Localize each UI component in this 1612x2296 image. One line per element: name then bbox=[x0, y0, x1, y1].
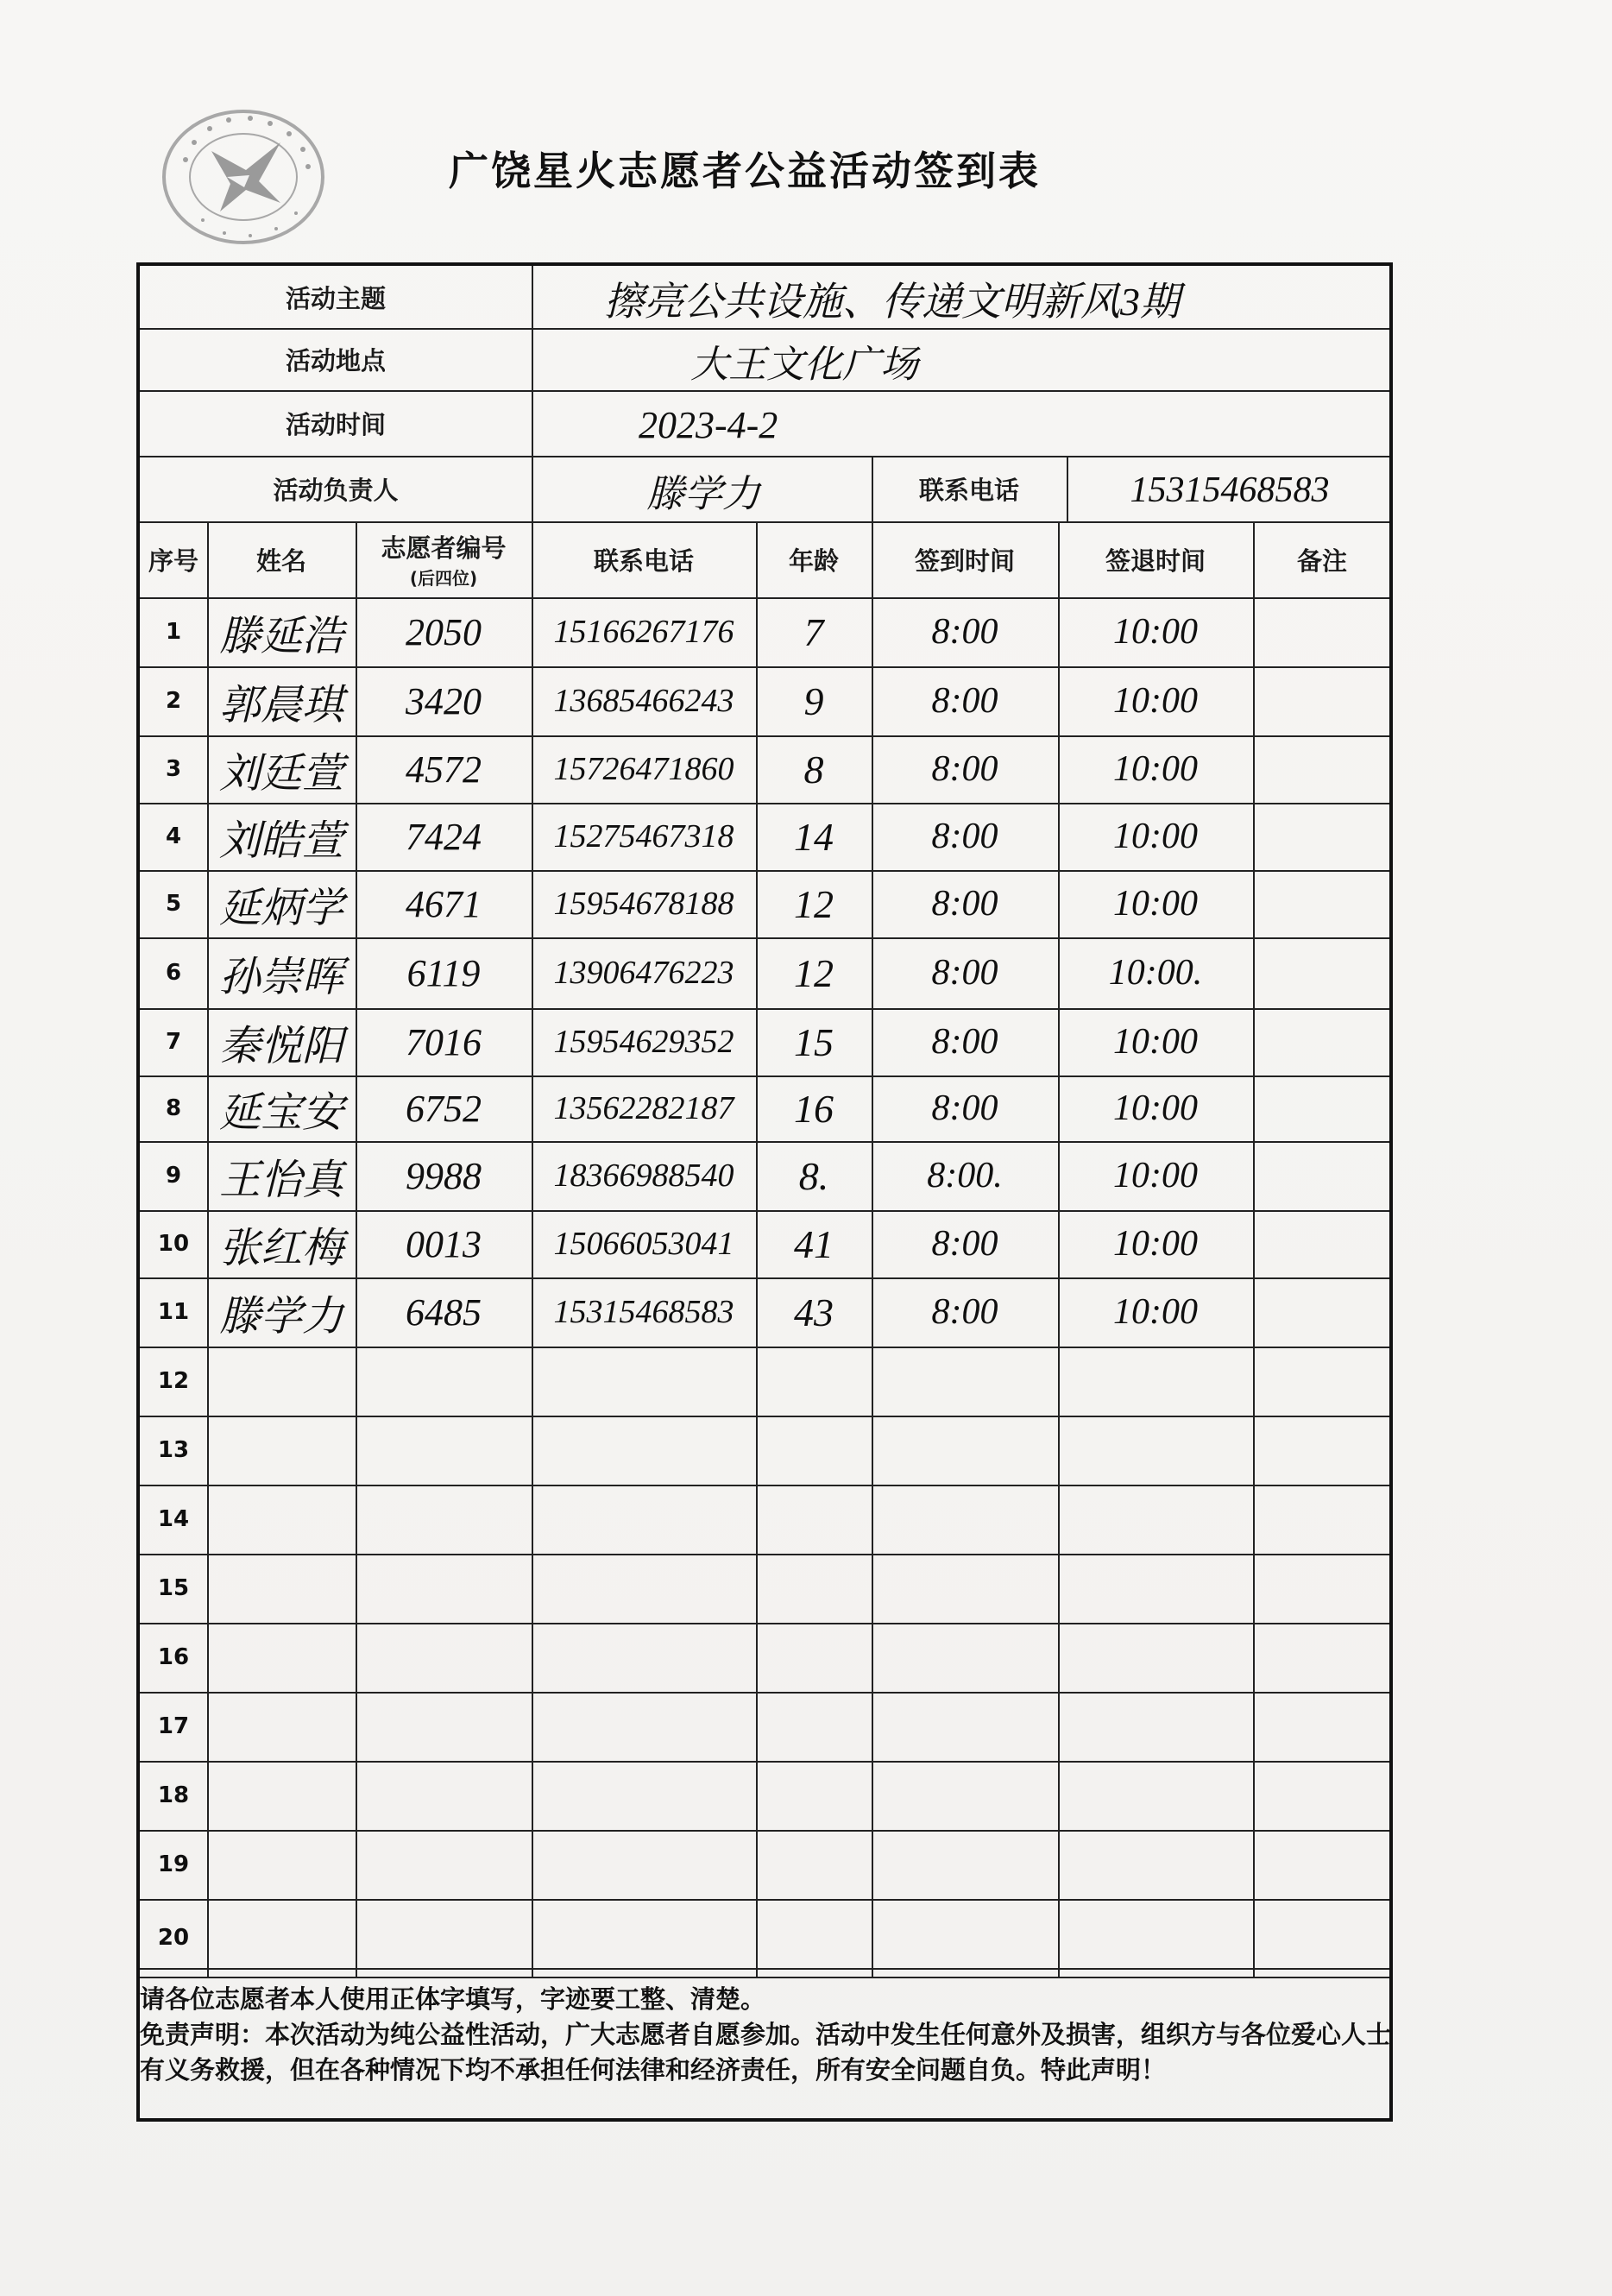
cell-id: 6485 bbox=[406, 1290, 482, 1334]
cell-phone: 13562282187 bbox=[553, 1090, 734, 1126]
cell-age bbox=[756, 1761, 872, 1830]
cell-phone: 15166267176 bbox=[553, 614, 734, 650]
cell-note bbox=[1253, 1554, 1389, 1623]
cell-in: 8:00 bbox=[931, 749, 998, 789]
cell-in: 8:00 bbox=[931, 1088, 998, 1128]
cell-phone: 15726471860 bbox=[553, 751, 734, 787]
leader-label: 活动负责人 bbox=[273, 475, 399, 505]
grid-vline bbox=[532, 266, 533, 521]
cell-phone: 15954678188 bbox=[553, 886, 734, 922]
cell-name bbox=[207, 1347, 356, 1416]
cell-out: 10:00 bbox=[1113, 1022, 1198, 1062]
cell-id: 6119 bbox=[406, 951, 481, 994]
cell-phone: 13685466243 bbox=[553, 683, 734, 719]
cell-no: 1 bbox=[165, 619, 182, 645]
cell-out: 10:00 bbox=[1113, 817, 1198, 856]
cell-age bbox=[756, 1830, 872, 1899]
cell-no: 7 bbox=[165, 1029, 182, 1055]
cell-out bbox=[1058, 1347, 1253, 1416]
header-checkin: 签到时间 bbox=[914, 546, 1015, 576]
writing-instruction: 请各位志愿者本人使用正体字填写，字迹要工整、清楚。 bbox=[140, 1984, 766, 2014]
cell-age: 8 bbox=[803, 747, 824, 792]
cell-no: 20 bbox=[157, 1925, 190, 1951]
leader-phone-value: 15315468583 bbox=[1130, 470, 1330, 510]
cell-phone: 18366988540 bbox=[553, 1157, 734, 1194]
cell-out: 10:00 bbox=[1113, 1224, 1198, 1264]
cell-note bbox=[1253, 597, 1389, 666]
page-title: 广饶星火志愿者公益活动签到表 bbox=[449, 148, 1041, 194]
cell-age bbox=[756, 1623, 872, 1692]
cell-out bbox=[1058, 1830, 1253, 1899]
cell-in bbox=[872, 1623, 1058, 1692]
cell-out: 10:00 bbox=[1113, 612, 1198, 652]
location-label: 活动地点 bbox=[285, 345, 386, 375]
cell-phone: 15315468583 bbox=[553, 1294, 734, 1330]
cell-name bbox=[207, 1485, 356, 1554]
cell-id bbox=[356, 1347, 532, 1416]
cell-no: 3 bbox=[165, 756, 182, 782]
cell-no: 9 bbox=[165, 1163, 182, 1189]
header-no: 序号 bbox=[148, 546, 198, 576]
cell-out: 10:00 bbox=[1113, 1292, 1198, 1332]
cell-id: 0013 bbox=[406, 1222, 482, 1265]
cell-no: 19 bbox=[157, 1851, 190, 1877]
cell-age bbox=[756, 1692, 872, 1761]
cell-no: 10 bbox=[157, 1231, 190, 1257]
cell-phone bbox=[532, 1692, 756, 1761]
cell-no: 11 bbox=[157, 1299, 190, 1325]
cell-note bbox=[1253, 1075, 1389, 1141]
cell-out: 10:00 bbox=[1113, 681, 1198, 721]
cell-in bbox=[872, 1830, 1058, 1899]
disclaimer: 免责声明：本次活动为纯公益性活动，广大志愿者自愿参加。活动中发生任何意外及损害，组织方与各位爱心人士有义务救援，但在各种情况下均不承担任何法律和经济责任，所有安全问题自负。特此声明！ bbox=[140, 2020, 1392, 2085]
cell-in: 8:00 bbox=[931, 1292, 998, 1332]
cell-in: 8:00 bbox=[931, 1022, 998, 1062]
cell-note bbox=[1253, 735, 1389, 803]
cell-name: 延炳学 bbox=[218, 885, 343, 931]
cell-no: 4 bbox=[165, 823, 182, 849]
cell-phone bbox=[532, 1623, 756, 1692]
cell-no: 17 bbox=[157, 1713, 190, 1739]
cell-out: 10:00. bbox=[1108, 953, 1203, 993]
cell-id bbox=[356, 1623, 532, 1692]
cell-name bbox=[207, 1761, 356, 1830]
cell-note bbox=[1253, 937, 1389, 1008]
cell-name bbox=[207, 1830, 356, 1899]
cell-note bbox=[1253, 1485, 1389, 1554]
cell-note bbox=[1253, 803, 1389, 870]
cell-out bbox=[1058, 1554, 1253, 1623]
cell-age: 7 bbox=[803, 609, 824, 654]
cell-no: 6 bbox=[165, 960, 182, 986]
cell-out: 10:00 bbox=[1113, 1088, 1198, 1128]
cell-name: 张红梅 bbox=[218, 1225, 343, 1271]
cell-id bbox=[356, 1692, 532, 1761]
cell-id bbox=[356, 1761, 532, 1830]
cell-name: 秦悦阳 bbox=[218, 1023, 343, 1069]
cell-phone bbox=[532, 1416, 756, 1485]
cell-no: 16 bbox=[157, 1644, 190, 1670]
cell-in: 8:00 bbox=[931, 1224, 998, 1264]
cell-phone bbox=[532, 1485, 756, 1554]
cell-id bbox=[356, 1899, 532, 1977]
cell-no: 18 bbox=[157, 1782, 190, 1808]
cell-phone bbox=[532, 1347, 756, 1416]
cell-name: 刘廷萱 bbox=[218, 750, 343, 797]
cell-name bbox=[207, 1416, 356, 1485]
cell-note bbox=[1253, 1899, 1389, 1977]
cell-phone bbox=[532, 1899, 756, 1977]
cell-note bbox=[1253, 1008, 1389, 1075]
cell-note bbox=[1253, 1623, 1389, 1692]
cell-id: 4572 bbox=[406, 747, 482, 791]
cell-no: 12 bbox=[157, 1368, 190, 1394]
cell-phone bbox=[532, 1761, 756, 1830]
cell-age bbox=[756, 1554, 872, 1623]
cell-age: 43 bbox=[794, 1290, 834, 1334]
cell-id: 9988 bbox=[406, 1154, 482, 1197]
cell-name: 王怡真 bbox=[218, 1157, 343, 1203]
header-age: 年龄 bbox=[788, 546, 839, 576]
cell-note bbox=[1253, 1416, 1389, 1485]
cell-in: 8:00 bbox=[931, 612, 998, 652]
cell-note bbox=[1253, 1692, 1389, 1761]
time-label: 活动时间 bbox=[285, 409, 386, 439]
cell-name: 滕学力 bbox=[218, 1293, 343, 1340]
cell-age: 14 bbox=[794, 814, 834, 859]
cell-age bbox=[756, 1416, 872, 1485]
header-volunteer-id-label: 志愿者编号 bbox=[381, 533, 507, 563]
cell-in: 8:00 bbox=[931, 681, 998, 721]
header-phone: 联系电话 bbox=[593, 546, 694, 576]
cell-phone: 15954629352 bbox=[553, 1024, 734, 1060]
cell-id: 7016 bbox=[406, 1020, 482, 1063]
cell-id bbox=[356, 1830, 532, 1899]
cell-no: 5 bbox=[165, 891, 182, 917]
cell-name bbox=[207, 1554, 356, 1623]
location-value: 大王文化广场 bbox=[690, 344, 918, 386]
cell-age: 16 bbox=[794, 1086, 834, 1131]
cell-name: 郭晨琪 bbox=[218, 682, 343, 729]
cell-note bbox=[1253, 1761, 1389, 1830]
theme-label: 活动主题 bbox=[285, 283, 386, 313]
cell-out bbox=[1058, 1485, 1253, 1554]
cell-name: 延宝安 bbox=[218, 1089, 343, 1136]
cell-in bbox=[872, 1347, 1058, 1416]
cell-note bbox=[1253, 1347, 1389, 1416]
cell-no: 15 bbox=[157, 1575, 190, 1601]
cell-in: 8:00. bbox=[927, 1156, 1003, 1195]
cell-out bbox=[1058, 1623, 1253, 1692]
cell-in bbox=[872, 1761, 1058, 1830]
cell-age: 15 bbox=[794, 1019, 834, 1064]
cell-age bbox=[756, 1899, 872, 1977]
cell-name bbox=[207, 1623, 356, 1692]
cell-no: 2 bbox=[165, 688, 182, 714]
cell-name: 滕延浩 bbox=[218, 613, 343, 659]
grid-vline bbox=[1067, 456, 1068, 521]
cell-no: 14 bbox=[157, 1506, 190, 1532]
cell-no: 13 bbox=[157, 1437, 190, 1463]
cell-phone bbox=[532, 1830, 756, 1899]
header-volunteer-id-sub: (后四位) bbox=[409, 568, 478, 589]
cell-out: 10:00 bbox=[1113, 749, 1198, 789]
cell-in bbox=[872, 1692, 1058, 1761]
cell-no: 8 bbox=[165, 1095, 182, 1121]
cell-out bbox=[1058, 1692, 1253, 1761]
cell-note bbox=[1253, 1210, 1389, 1277]
cell-out bbox=[1058, 1899, 1253, 1977]
cell-id bbox=[356, 1485, 532, 1554]
header-volunteer-id bbox=[356, 521, 532, 597]
header-note: 备注 bbox=[1296, 546, 1347, 576]
cell-phone: 15275467318 bbox=[553, 818, 734, 855]
cell-in bbox=[872, 1416, 1058, 1485]
cell-age: 41 bbox=[794, 1221, 834, 1266]
cell-id: 4671 bbox=[406, 882, 482, 925]
cell-age: 8. bbox=[798, 1153, 829, 1198]
cell-age: 12 bbox=[794, 881, 834, 926]
cell-id bbox=[356, 1554, 532, 1623]
cell-age: 12 bbox=[794, 950, 834, 995]
cell-id bbox=[356, 1416, 532, 1485]
star-emblem-seal-icon bbox=[160, 108, 328, 246]
cell-id: 7424 bbox=[406, 815, 482, 858]
cell-in bbox=[872, 1554, 1058, 1623]
cell-note bbox=[1253, 666, 1389, 735]
cell-name: 孙崇晖 bbox=[218, 954, 343, 1000]
theme-value: 擦亮公共设施、传递文明新风3期 bbox=[604, 280, 1180, 324]
cell-id: 2050 bbox=[406, 610, 482, 653]
cell-in bbox=[872, 1485, 1058, 1554]
cell-name: 刘皓萱 bbox=[218, 817, 343, 864]
cell-in: 8:00 bbox=[931, 884, 998, 924]
cell-id: 3420 bbox=[406, 679, 482, 722]
cell-age bbox=[756, 1347, 872, 1416]
cell-id: 6752 bbox=[406, 1087, 482, 1130]
cell-in: 8:00 bbox=[931, 817, 998, 856]
cell-in bbox=[872, 1899, 1058, 1977]
cell-note bbox=[1253, 1830, 1389, 1899]
header-name: 姓名 bbox=[255, 546, 306, 576]
cell-name bbox=[207, 1692, 356, 1761]
cell-phone: 15066053041 bbox=[553, 1226, 734, 1262]
cell-out: 10:00 bbox=[1113, 884, 1198, 924]
cell-phone bbox=[532, 1554, 756, 1623]
leader-value: 滕学力 bbox=[646, 473, 760, 515]
cell-in: 8:00 bbox=[931, 953, 998, 993]
cell-out bbox=[1058, 1416, 1253, 1485]
time-value: 2023-4-2 bbox=[639, 403, 778, 446]
cell-name bbox=[207, 1899, 356, 1977]
cell-age bbox=[756, 1485, 872, 1554]
cell-note bbox=[1253, 870, 1389, 937]
phone-label: 联系电话 bbox=[918, 475, 1019, 505]
header-checkout: 签退时间 bbox=[1105, 546, 1206, 576]
cell-note bbox=[1253, 1141, 1389, 1210]
cell-age: 9 bbox=[803, 678, 824, 723]
cell-out bbox=[1058, 1761, 1253, 1830]
cell-out: 10:00 bbox=[1113, 1156, 1198, 1195]
grid-hline bbox=[140, 1977, 1389, 1978]
cell-note bbox=[1253, 1277, 1389, 1347]
form-footer bbox=[140, 1982, 1391, 2088]
cell-phone: 13906476223 bbox=[553, 955, 734, 991]
